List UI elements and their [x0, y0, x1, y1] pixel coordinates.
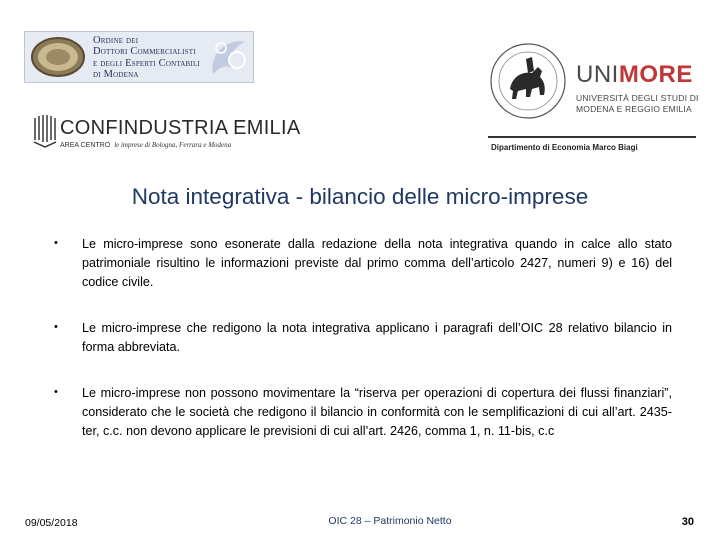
- area-label: AREA CENTRO: [60, 142, 111, 149]
- unimore-line-1: UNIVERSITÀ DEGLI STUDI DI: [576, 93, 699, 103]
- odcec-line: e degli Esperti Contabili: [93, 57, 200, 69]
- university-seal-icon: [488, 37, 568, 125]
- bullet-text: Le micro-imprese sono esonerate dalla redazione della nota integrativa quando in calce allo stato patrimoniale risultino le informazioni previste dal primo comma dell’articolo 2427, numeri 9) e 16) del codice civile.: [82, 237, 672, 289]
- confindustria-logo: [32, 112, 301, 154]
- unimore-title-plain: UNI: [576, 61, 619, 88]
- unimore-line-2: MODENA E REGGIO EMILIA: [576, 104, 692, 114]
- eagle-icon: [32, 112, 58, 148]
- unimore-title-bold: MORE: [618, 61, 693, 88]
- odcec-text: [93, 35, 200, 81]
- unimore-divider: [488, 136, 696, 138]
- slide-title: Nota integrativa - bilancio delle micro-imprese: [131, 184, 589, 209]
- bullet-glyph: •: [54, 237, 58, 249]
- footer-date: 09/05/2018: [25, 517, 78, 529]
- bullet-text: Le micro-imprese che redigono la nota integrativa applicano i paragrafi dell’OIC 28 relativo bilancio in forma abbreviata.: [82, 321, 672, 354]
- page-number: 30: [681, 516, 694, 528]
- department-name: Dipartimento di Economia Marco Biagi: [491, 143, 638, 152]
- bullet-glyph: •: [54, 386, 58, 398]
- unimore-logo: [488, 37, 699, 159]
- confindustria-area: [60, 141, 235, 149]
- odcec-swirl-icon: [207, 34, 251, 80]
- odcec-logo: [24, 31, 254, 83]
- unimore-title: [576, 61, 693, 89]
- area-subtitle: le imprese di Bologna, Ferrara e Modena: [114, 141, 232, 149]
- odcec-line: di Modena: [93, 69, 139, 81]
- bullet-text: Le micro-imprese non possono movimentare la “riserva per operazioni di copertura dei flussi finanziari”, considerato che le società che redigono il bilancio in conformità con le semplificazioni di cui all’art. 2435-ter, c.c. non devono applicare le previsioni di cui all’art. 2426, comma 1, n. 11-bis, c.c: [82, 386, 672, 438]
- odcec-seal-icon: [30, 36, 86, 78]
- confindustria-name: CONFINDUSTRIA EMILIA: [60, 117, 301, 139]
- odcec-line: Ordine dei: [93, 35, 139, 46]
- bullet-glyph: •: [54, 321, 58, 333]
- footer-title: OIC 28 – Patrimonio Netto: [328, 515, 452, 527]
- odcec-line: Dottori Commercialisti: [93, 46, 196, 58]
